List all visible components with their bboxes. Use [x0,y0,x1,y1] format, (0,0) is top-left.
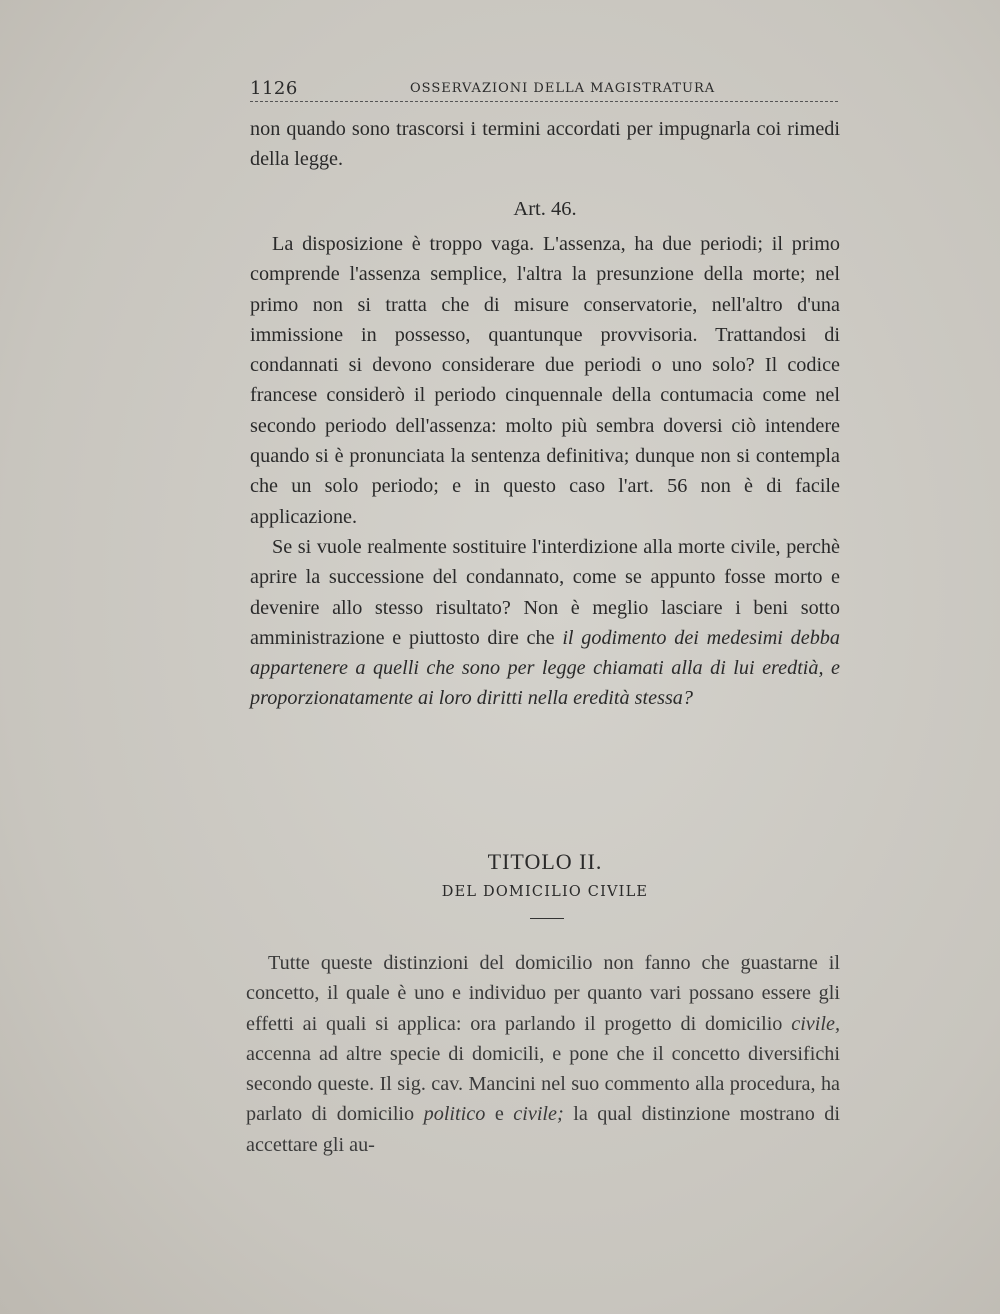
paragraph-text: Se si vuole realmente sostituire l'interdizione alla morte civile, perchè aprire la successione del condannato, come se appunto fosse morto e devenire allo stesso risultato? Non è meglio lasciare i beni sotto amministrazione e piuttosto dire che [250,535,840,649]
article-heading: Art. 46. [513,198,577,220]
page-header [250,78,840,100]
article-body [250,229,840,714]
header-rule [250,101,838,102]
running-head: OSSERVAZIONI DELLA MAGISTRATURA [410,81,716,96]
paragraph-continuation [250,114,840,175]
section-subtitle: DEL DOMICILIO CIVILE [441,884,649,900]
section-body [246,948,840,1160]
paragraph: La disposizione è troppo vaga. L'assenza, ha due periodi; il primo comprende l'assenza semplice, l'altra la presunzione della morte; nel primo non si tratta che di misure conservatorie, nell'altro d'una immissione in possesso, quantunque provvisoria. Trattandosi di condannati si devono considerare due periodi o uno solo? Il codice francese considerò il periodo cinquennale della contumacia come nel secondo periodo dell'assenza: molto più sembra doversi ciò intendere quando si è pronunciata la sentenza definitiva; dunque non si contempla che un solo periodo; e in questo caso l'art. 56 non è di facile applicazione. [250,233,840,528]
paragraph [246,948,840,1160]
paragraph: non quando sono trascorsi i termini accordati per impugnarla coi rimedi della legge. [250,118,840,171]
paragraph [250,532,840,714]
italic-text: civile; [513,1103,564,1126]
section-divider [530,918,564,919]
paragraph-text: la qual distinzione mostrano di accettare gli au- [246,1103,840,1156]
paragraph-text: e [485,1103,514,1126]
paragraph-text: accenna ad altre specie di domicili, e pone che il concetto diversifichi secondo queste. Il sig. cav. Mancini nel suo commento alla procedura, ha parlato di domicilio [246,1042,840,1126]
italic-text: politico [423,1103,486,1126]
page-number: 1126 [250,78,298,99]
section-title: TITOLO II. [487,849,603,874]
italic-text: il godimento dei medesimi debba appartenere a quelli che sono per legge chiamati alla di lui eredtià, e proporzionatamente ai loro diritti nella eredità stessa? [250,626,840,710]
paragraph-text: Tutte queste distinzioni del domicilio non fanno che guastarne il concetto, il quale è uno e individuo per quanto vari possano essere gli effetti ai quali si applica: ora parlando il progetto di domicilio [246,952,840,1035]
italic-text: civile, [791,1012,840,1035]
